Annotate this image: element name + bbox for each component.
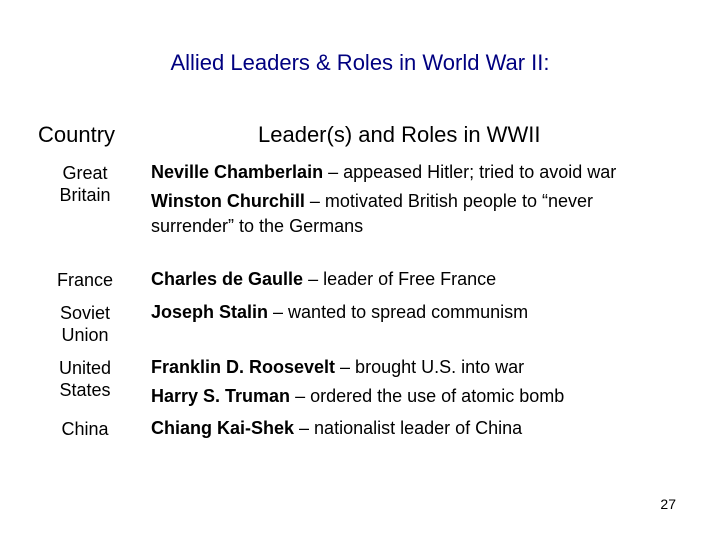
leader-entry: [151, 355, 691, 380]
country-cell-soviet-union: Soviet Union: [59, 303, 111, 345]
leader-name: Harry S. Truman: [151, 386, 291, 406]
leader-role: – appeased Hitler; tried to avoid war: [323, 162, 617, 182]
leader-role: – leader of Free France: [303, 269, 497, 289]
leader-entry: [151, 416, 691, 441]
leader-role: – ordered the use of atomic bomb: [290, 386, 565, 406]
country-cell-france: France: [56, 270, 114, 290]
leaders-column-header: Leader(s) and Roles in WWII: [258, 122, 541, 147]
leader-role: – nationalist leader of China: [294, 418, 523, 438]
title-rest: & Roles in World War II:: [309, 50, 550, 75]
country-cell-great-britain: Great Britain: [59, 163, 111, 205]
leader-name: Winston Churchill: [151, 191, 305, 211]
leader-entry: [151, 189, 651, 239]
leader-name: Charles de Gaulle: [151, 269, 304, 289]
leader-entry: [151, 160, 691, 185]
leader-name: Neville Chamberlain: [151, 162, 324, 182]
leader-role: – motivated British people to “never surrender” to the Germans: [151, 191, 593, 236]
title-highlight: Allied Leaders: [170, 50, 310, 75]
slide-title: [0, 50, 720, 76]
leader-entry: [151, 300, 691, 325]
country-column-header: Country: [38, 122, 116, 147]
leader-entry: [151, 267, 691, 292]
country-cell-china: China: [61, 419, 109, 439]
leader-name: Joseph Stalin: [151, 302, 269, 322]
leader-role: – brought U.S. into war: [335, 357, 525, 377]
country-cell-united-states: United States: [58, 358, 112, 400]
leader-name: Franklin D. Roosevelt: [151, 357, 336, 377]
leader-role: – wanted to spread communism: [268, 302, 529, 322]
leader-name: Chiang Kai-Shek: [151, 418, 295, 438]
leader-entry: [151, 384, 691, 409]
page-number: 27: [660, 496, 676, 512]
